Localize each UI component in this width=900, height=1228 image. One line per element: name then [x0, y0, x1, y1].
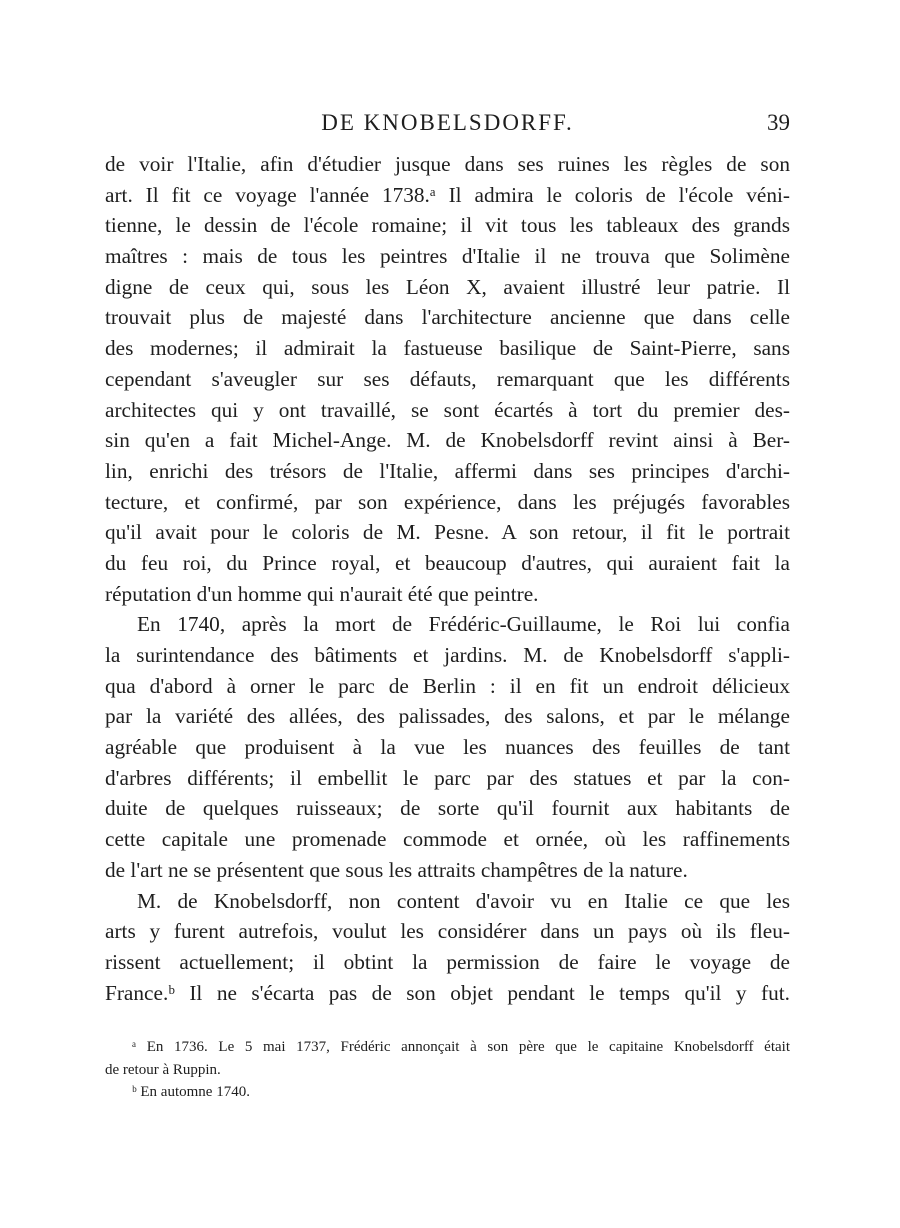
- page-number: 39: [767, 110, 790, 135]
- paragraph-3: [105, 886, 790, 1009]
- text-line: qu'il avait pour le coloris de M. Pesne. A son retour, il fit le portrait: [105, 520, 790, 545]
- text-line: tecture, et confirmé, par son expérience, dans les préjugés favorables: [105, 489, 790, 514]
- paragraph-1: [105, 149, 790, 609]
- text-line: art. Il fit ce voyage l'année 1738.ᵃ Il admira le coloris de l'école véni-: [105, 182, 790, 207]
- text-line: réputation d'un homme qui n'aurait été que peintre.: [105, 581, 539, 606]
- text-line: trouvait plus de majesté dans l'architecture ancienne que dans celle: [105, 305, 790, 330]
- text-line: maîtres : mais de tous les peintres d'Italie il ne trouva que Solimène: [105, 244, 790, 269]
- text-line: par la variété des allées, des palissades, des salons, et par le mélange: [105, 704, 790, 729]
- text-line: des modernes; il admirait la fastueuse basilique de Saint-Pierre, sans: [105, 336, 790, 361]
- text-line: lin, enrichi des trésors de l'Italie, affermi dans ses principes d'archi-: [105, 458, 790, 483]
- footnote-line: ᵃ En 1736. Le 5 mai 1737, Frédéric annonçait à son père que le capitaine Knobelsdorff était: [132, 1039, 790, 1055]
- text-line: arts y furent autrefois, voulut les considérer dans un pays où ils fleu-: [105, 919, 790, 944]
- body-text: [105, 149, 790, 1008]
- text-line: tienne, le dessin de l'école romaine; il vit tous les tableaux des grands: [105, 213, 790, 238]
- footnote-a: [105, 1036, 790, 1081]
- footnote-line: de retour à Ruppin.: [105, 1061, 221, 1078]
- text-line: M. de Knobelsdorff, non content d'avoir vu en Italie ce que les: [137, 888, 790, 913]
- running-head: [105, 110, 790, 144]
- text-line: cette capitale une promenade commode et ornée, où les raffinements: [105, 827, 790, 852]
- text-line: de l'art ne se présentent que sous les attraits champêtres de la nature.: [105, 857, 688, 882]
- text-line: du feu roi, du Prince royal, et beaucoup d'autres, qui auraient fait la: [105, 550, 790, 575]
- text-line: de voir l'Italie, afin d'étudier jusque dans ses ruines les règles de son: [105, 152, 790, 176]
- text-line: France.ᵇ Il ne s'écarta pas de son objet pendant le temps qu'il y fut.: [105, 980, 790, 1005]
- text-line: qua d'abord à orner le parc de Berlin : il en fit un endroit délicieux: [105, 673, 790, 698]
- text-line: architectes qui y ont travaillé, se sont écartés à tort du premier des-: [105, 397, 790, 422]
- footnote-line: ᵇ En automne 1740.: [132, 1084, 250, 1100]
- text-line: duite de quelques ruisseaux; de sorte qu'il fournit aux habitants de: [105, 796, 790, 821]
- text-line: la surintendance des bâtiments et jardins. M. de Knobelsdorff s'appli-: [105, 643, 790, 667]
- running-title: DE KNOBELSDORFF.: [321, 110, 574, 135]
- text-line: En 1740, après la mort de Frédéric-Guillaume, le Roi lui confia: [137, 612, 790, 637]
- footnotes: [105, 1036, 790, 1104]
- text-line: sin qu'en a fait Michel-Ange. M. de Knobelsdorff revint ainsi à Ber-: [105, 428, 790, 453]
- paragraph-2: [105, 609, 790, 885]
- text-line: rissent actuellement; il obtint la permission de faire le voyage de: [105, 949, 790, 974]
- text-line: agréable que produisent à la vue les nuances des feuilles de tant: [105, 735, 790, 760]
- footnote-b: [105, 1081, 790, 1104]
- text-line: d'arbres différents; il embellit le parc par des statues et par la con-: [105, 765, 790, 790]
- text-line: cependant s'aveugler sur ses défauts, remarquant que les différents: [105, 366, 790, 391]
- text-line: digne de ceux qui, sous les Léon X, avaient illustré leur patrie. Il: [105, 274, 790, 299]
